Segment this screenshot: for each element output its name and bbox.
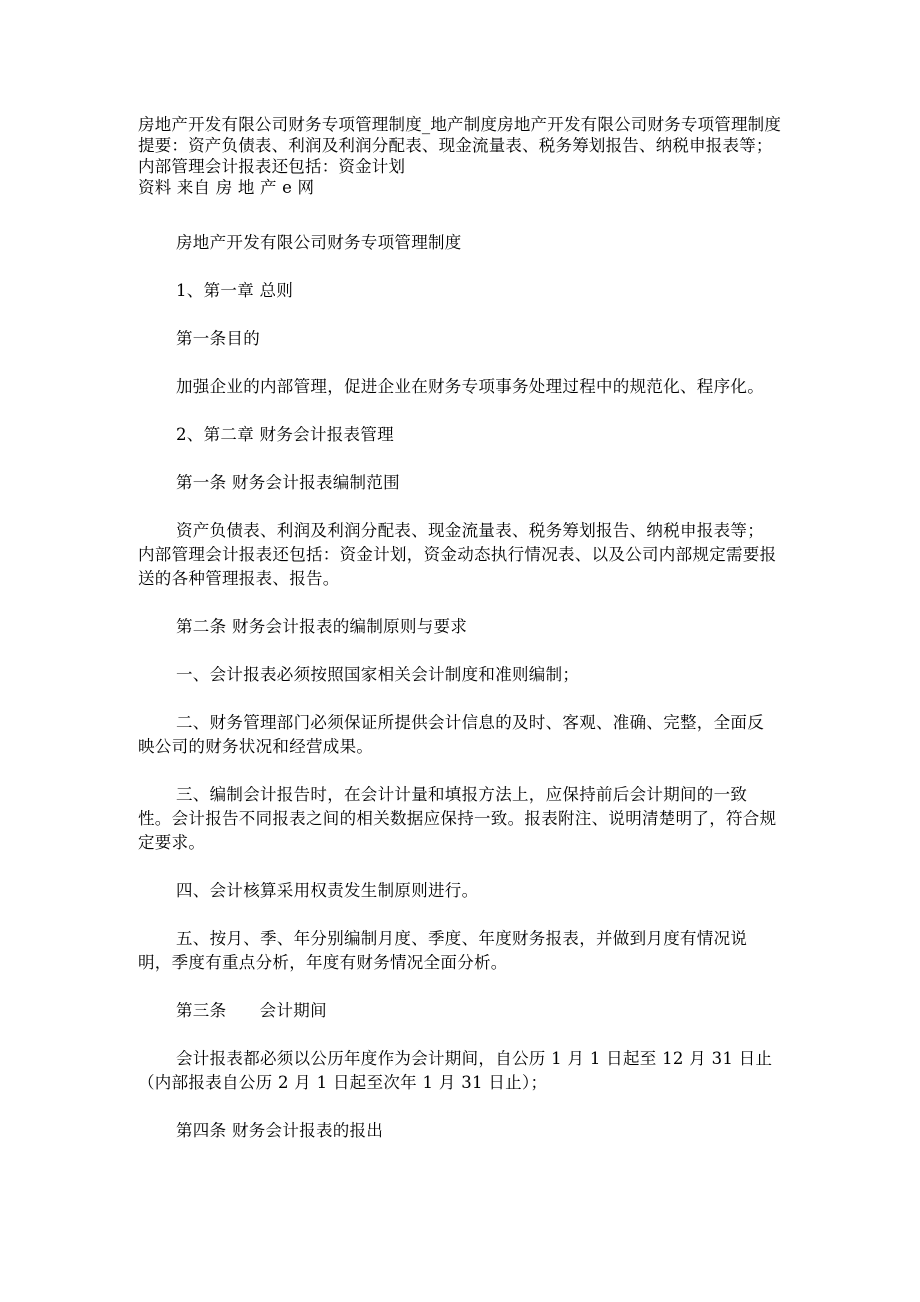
document-title: 房地产开发有限公司财务专项管理制度 (176, 233, 462, 252)
body-paragraph: 五、按月、季、年分别编制月度、季度、年度财务报表，并做到月度有情况说明，季度有重点分析，年度有财务情况全面分析。 (138, 929, 748, 972)
body-paragraph: 四、会计核算采用权责发生制原则进行。 (176, 881, 479, 900)
body-paragraph: 资产负债表、利润及利润分配表、现金流量表、税务筹划报告、纳税申报表等；内部管理会计报表还包括：资金计划，资金动态执行情况表、以及公司内部规定需要报送的各种管理报表、报告。 (138, 521, 777, 588)
body-paragraph: 二、财务管理部门必须保证所提供会计信息的及时、客观、准确、完整，全面反映公司的财务状况和经营成果。 (138, 713, 764, 756)
chapter-heading: 2、第二章 财务会计报表管理 (176, 425, 394, 444)
header-summary: 房地产开发有限公司财务专项管理制度_地产制度房地产开发有限公司财务专项管理制度提要：资产负债表、利润及利润分配表、现金流量表、税务筹划报告、纳税申报表等；内部管理会计报表还包括：资金计划 (138, 115, 782, 176)
body-paragraph: 会计报表都必须以公历年度作为会计期间，自公历 1 月 1 日起至 12 月 31 日止（内部报表自公历 2 月 1 日起至次年 1 月 31 日止）； (138, 1049, 773, 1092)
article-heading: 第四条 财务会计报表的报出 (176, 1121, 384, 1140)
document-header (138, 114, 788, 198)
document-body (138, 231, 778, 1167)
article-heading: 第三条 会计期间 (176, 1001, 327, 1020)
article-heading: 第二条 财务会计报表的编制原则与要求 (176, 617, 468, 636)
body-paragraph: 一、会计报表必须按照国家相关会计制度和准则编制； (176, 665, 580, 684)
chapter-heading: 1、第一章 总则 (176, 281, 294, 300)
article-heading: 第一条 财务会计报表编制范围 (176, 473, 400, 492)
article-heading: 第一条目的 (176, 329, 260, 348)
body-paragraph: 加强企业的内部管理，促进企业在财务专项事务处理过程中的规范化、程序化。 (176, 377, 764, 396)
source-line: 资料 来自 房 地 产 e 网 (138, 178, 315, 197)
body-paragraph: 三、编制会计报告时，在会计计量和填报方法上，应保持前后会计期间的一致性。会计报告不同报表之间的相关数据应保持一致。报表附注、说明清楚明了，符合规定要求。 (138, 785, 777, 852)
